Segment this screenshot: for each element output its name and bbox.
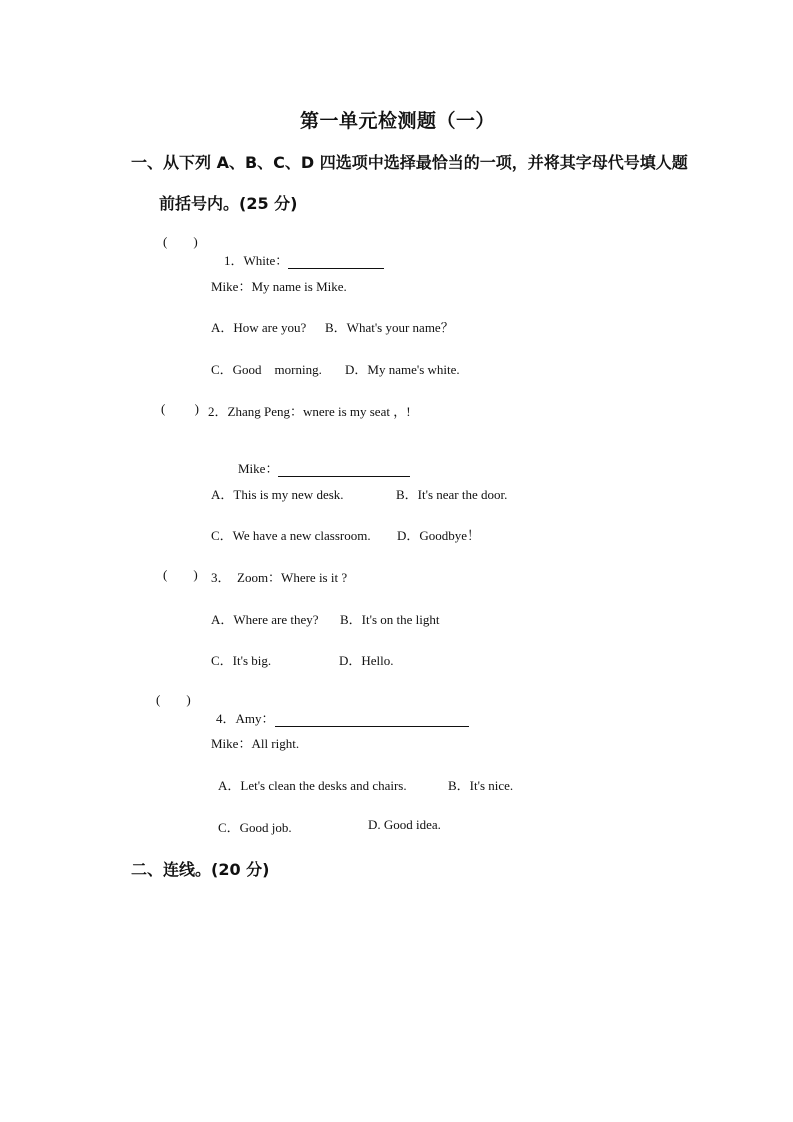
question-3-option-d: D．Hello. (339, 653, 394, 668)
question-3-stem: 3． Zoom：Where is it ? (211, 570, 348, 585)
question-1-option-c: C．Good morning. (211, 362, 322, 377)
answer-blank-q1[interactable] (288, 254, 384, 269)
answer-bracket-q2[interactable]: ( ) (161, 401, 199, 416)
question-3-option-c: C．It's big. (211, 653, 272, 668)
question-4-option-a: A．Let's clean the desks and chairs. (218, 778, 407, 793)
question-1-option-d: D．My name's white. (345, 362, 460, 377)
question-2-option-c: C．We have a new classroom. (211, 528, 371, 543)
question-2-option-a: A．This is my new desk. (211, 487, 344, 502)
question-2-option-d: D．Goodbye！ (397, 528, 481, 543)
question-2-option-b: B．It's near the door. (396, 487, 508, 502)
page-title: 第一单元检测题（一） (300, 110, 496, 132)
question-1-option-a: A．How are you? (211, 320, 307, 335)
answer-bracket-q4[interactable]: ( ) (156, 692, 191, 707)
answer-bracket-q3[interactable]: ( ) (163, 567, 198, 582)
question-1-text: 1．White： (224, 253, 289, 268)
question-4-option-d: D. Good idea. (368, 817, 441, 832)
question-4-option-c: C．Good job. (218, 820, 292, 835)
question-1-option-b: B．What's your name？ (325, 320, 454, 335)
question-4-option-b: B．It's nice. (448, 778, 514, 793)
section-2-heading: 二、连线。(20 分) (131, 860, 270, 879)
answer-blank-q2[interactable] (278, 462, 410, 477)
section-1-heading-line-1: 一、从下列 A、B、C、D 四选项中选择最恰当的一项，并将其字母代号填人题 (131, 153, 688, 172)
answer-bracket-q1[interactable]: ( ) (163, 234, 198, 249)
answer-blank-q4[interactable] (275, 712, 469, 727)
question-2-speaker: Mike： (238, 461, 279, 476)
question-3-option-a: A．Where are they? (211, 612, 319, 627)
section-1-heading-line-2: 前括号内。(25 分) (159, 194, 298, 213)
question-3-option-b: B．It's on the light (340, 612, 440, 627)
question-4-dialogue-line: Mike：All right. (211, 736, 300, 751)
question-2-stem: 2．Zhang Peng：wnere is my seat ，! (208, 404, 411, 419)
question-4-text: 4．Amy： (216, 711, 275, 726)
question-1-dialogue-line: Mike：My name is Mike. (211, 279, 347, 294)
